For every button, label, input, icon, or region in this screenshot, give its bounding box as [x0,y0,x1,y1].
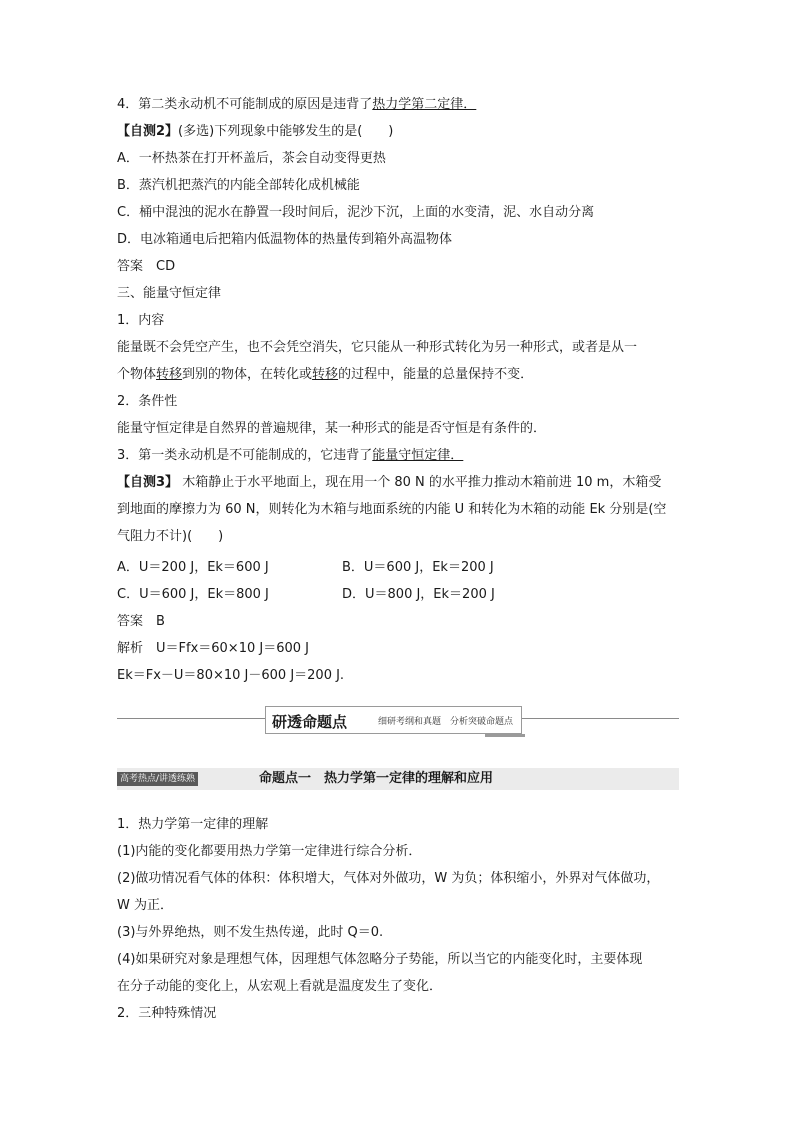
zice2-tag: 【自测2】 [117,124,179,139]
banner-subtitle: 细研考纲和真题 分析突破命题点 [378,717,514,727]
zice3-option-d: D．U＝800 J，Ek＝200 J [342,587,495,602]
section-three-sub1: 1．内容 [117,313,165,328]
topic-title: 命题点一 热力学第一定律的理解和应用 [259,771,494,786]
content-text-a: 个物体 [117,367,157,382]
zice3-line1 [117,474,661,492]
content-text-b: 到别的物体，在转化或 [182,367,313,382]
condition-text: 能量守恒定律是自然界的普遍规律，某一种形式的能是否守恒是有条件的． [117,421,547,436]
content-underlined-1: 转移 [156,367,183,382]
content-line2 [117,366,533,384]
item3-line [117,447,463,465]
banner-box [265,706,522,734]
zice3-option-b: B．U＝600 J，Ek＝200 J [342,560,494,575]
section-three-sub2: 2．条件性 [117,394,178,409]
banner-title: 研透命题点 [272,713,348,731]
zice3-answer: 答案 B [117,614,165,629]
banner-rule-left [117,718,265,719]
analysis-line1: 解析 U＝Ffx＝60×10 J＝600 J [117,641,309,656]
topic-tag: 高考热点/讲透练熟 [117,772,198,786]
topic-p2-line1: (2)做功情况看气体的体积：体积增大，气体对外做功，W 为负；体积缩小，外界对气体做功， [117,871,660,886]
zice2-option-d: D．电冰箱通电后把箱内低温物体的热量传到箱外高温物体 [117,232,453,247]
topic-p3: (3)与外界绝热，则不发生热传递，此时 Q＝0. [117,925,384,940]
banner-rule-right [522,718,679,719]
topic-p2-line2: W 为正． [117,898,173,913]
zice2-option-a: A．一杯热茶在打开杯盖后，茶会自动变得更热 [117,151,386,166]
item4-line [117,96,476,114]
zice3-option-c: C．U＝600 J，Ek＝800 J [117,587,269,602]
content-text-c: 的过程中，能量的总量保持不变． [338,367,534,382]
zice2-option-c: C．桶中混浊的泥水在静置一段时间后，泥沙下沉，上面的水变清，泥、水自动分离 [117,205,595,220]
item4-underlined: 热力学第二定律． [372,97,477,112]
topic-bar [117,768,679,790]
topic-p4-line2: 在分子动能的变化上，从宏观上看就是温度发生了变化． [117,979,443,994]
zice3-text1: 木箱静止于水平地面上，现在用一个 80 N 的水平推力推动木箱前进 10 m，木箱受 [182,475,662,490]
zice2-option-b: B．蒸汽机把蒸汽的内能全部转化成机械能 [117,178,360,193]
item3-underlined: 能量守恒定律． [372,448,464,463]
zice3-option-a: A．U＝200 J，Ek＝600 J [117,560,269,575]
item4-prefix: 4．第二类永动机不可能制成的原因是违背了 [117,97,373,112]
topic-sub2: 2．三种特殊情况 [117,1006,217,1021]
topic-sub1: 1．热力学第一定律的理解 [117,817,269,832]
section-three-heading: 三、能量守恒定律 [117,286,222,301]
banner-corner-decoration [485,734,525,737]
zice3-tag: 【自测3】 [117,475,179,490]
topic-p4-line1: (4)如果研究对象是理想气体，因理想气体忽略分子势能，所以当它的内能变化时，主要体现 [117,952,643,967]
content-underlined-2: 转移 [312,367,339,382]
content-line1: 能量既不会凭空产生，也不会凭空消失，它只能从一种形式转化为另一种形式，或者是从一 [117,340,638,355]
zice3-line3: 气阻力不计)( ) [117,529,224,544]
zice3-line2: 到地面的摩擦力为 60 N，则转化为木箱与地面系统的内能 U 和转化为木箱的动能 Ek 分别是(空 [117,502,667,517]
analysis-line2: Ek＝Fx－U＝80×10 J－600 J＝200 J. [117,668,345,683]
item3-prefix: 3．第一类永动机是不可能制成的，它违背了 [117,448,373,463]
zice2-question: (多选)下列现象中能够发生的是( ) [178,124,394,139]
zice2-answer: 答案 CD [117,259,176,274]
topic-p1: (1)内能的变化都要用热力学第一定律进行综合分析． [117,844,422,859]
zice2-question-line [117,123,393,141]
